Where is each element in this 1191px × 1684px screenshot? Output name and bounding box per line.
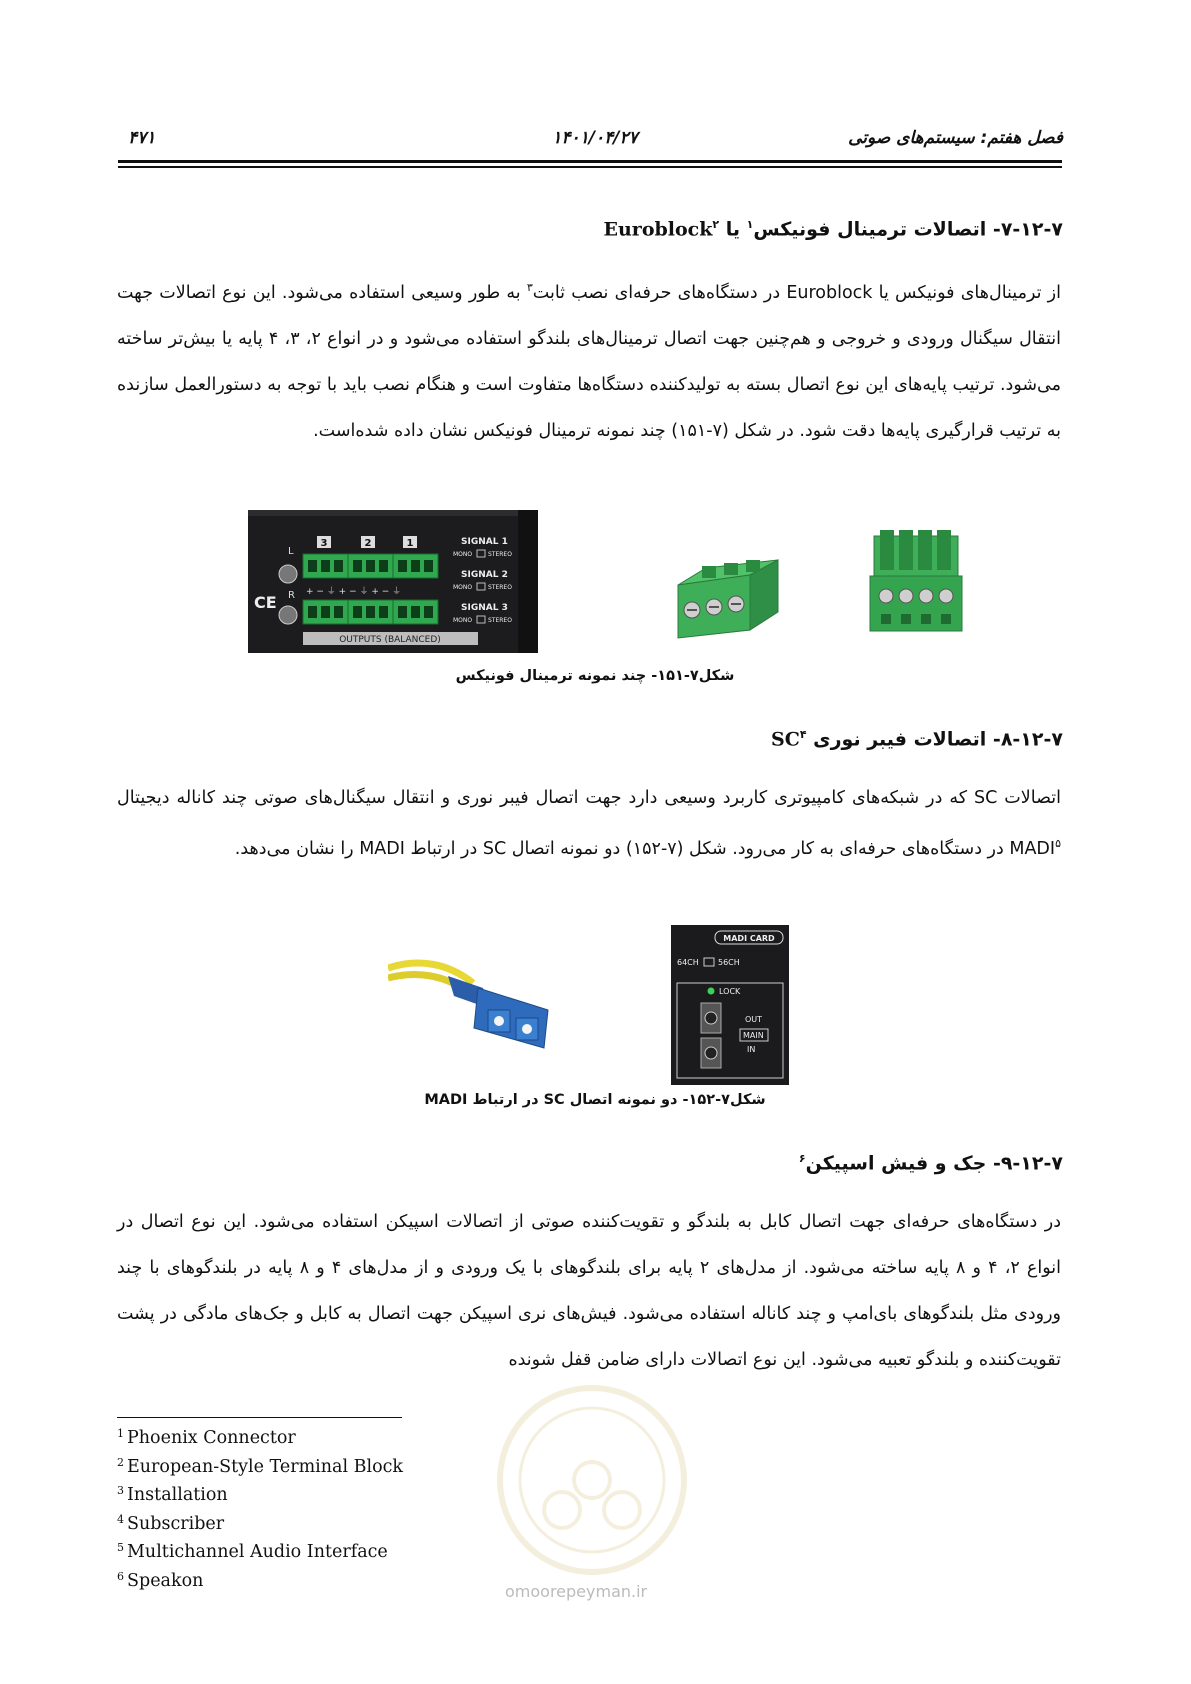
ch56-label: 56CH bbox=[718, 958, 740, 967]
footnote-number: 1 bbox=[117, 1427, 124, 1440]
footnote-ref: ۵ bbox=[1055, 837, 1061, 850]
outputs-label: OUTPUTS (BALANCED) bbox=[339, 635, 441, 645]
stereo-label: STEREO bbox=[488, 551, 512, 558]
section-heading-speakon bbox=[799, 1152, 1063, 1174]
paragraph-phoenix bbox=[117, 265, 1061, 454]
pin-marks: + − ⏚ + − ⏚ + − ⏚ bbox=[306, 587, 402, 597]
sc-connector-photo bbox=[388, 948, 563, 1053]
watermark-seal-icon bbox=[492, 1380, 692, 1580]
terminal-block-4pin-icon bbox=[866, 528, 966, 638]
paragraph-text: در دستگاه‌های حرفه‌ای به کار می‌رود. شکل (۷-۱۵۲) دو نمونه اتصال SC در ارتباط MADI را نشان می‌دهد. bbox=[234, 838, 1010, 859]
footnote-text: Speakon bbox=[127, 1570, 204, 1591]
signal-label: SIGNAL 3 bbox=[461, 603, 508, 613]
phoenix-panel-photo bbox=[248, 510, 538, 653]
ce-mark: CE bbox=[254, 593, 277, 612]
heading-text: ۸-۱۲-۷- اتصالات فیبر نوری bbox=[806, 728, 1063, 751]
stereo-label: STEREO bbox=[488, 617, 512, 624]
page-number: ۴۷۱ bbox=[128, 128, 156, 148]
out-label: OUT bbox=[745, 1015, 763, 1024]
header-rule-thick bbox=[118, 160, 1062, 163]
footnote-text: Phoenix Connector bbox=[127, 1428, 296, 1448]
section-heading-sc bbox=[771, 728, 1063, 750]
footnote-ref: ۳ bbox=[526, 281, 533, 294]
heading-latin: Euroblock bbox=[603, 218, 713, 241]
panel-number: 2 bbox=[364, 538, 372, 549]
watermark-text: omoorepeyman.ir bbox=[505, 1582, 648, 1601]
panel-letter-l: L bbox=[288, 546, 294, 557]
panel-number: 1 bbox=[406, 538, 414, 549]
footnote-ref: ۲ bbox=[712, 218, 720, 231]
lock-label: LOCK bbox=[719, 987, 741, 996]
footnotes bbox=[117, 1422, 403, 1593]
footnote-item bbox=[117, 1565, 403, 1594]
heading-text: ۹-۱۲-۷- جک و فیش اسپیکن bbox=[805, 1152, 1063, 1175]
footnote-item bbox=[117, 1536, 403, 1565]
paragraph-text: از ترمینال‌های فونیکس یا Euroblock در دستگاه‌های حرفه‌ای نصب ثابت bbox=[532, 282, 1061, 303]
footnote-text: Multichannel Audio Interface bbox=[127, 1542, 388, 1562]
terminal-block-3pin-icon bbox=[672, 540, 784, 640]
footnote-item bbox=[117, 1422, 403, 1451]
mono-label: MONO bbox=[453, 617, 473, 624]
figure-caption-151: شکل۷-۱۵۱- چند نمونه ترمینال فونیکس bbox=[455, 668, 735, 684]
signal-label: SIGNAL 2 bbox=[461, 570, 508, 580]
mono-label: MONO bbox=[453, 584, 473, 591]
main-label: MAIN bbox=[743, 1031, 764, 1040]
ch64-label: 64CH bbox=[677, 958, 699, 967]
header-rule-thin bbox=[118, 166, 1062, 168]
footnote-ref: ۴ bbox=[799, 728, 807, 741]
paragraph-text: به طور وسیعی استفاده می‌شود. این نوع اتصالات جهت انتقال سیگنال ورودی و خروجی و هم‌چنین جهت اتصال ترمینال‌های بلندگو استفاده می‌شود و در انواع ۲، ۳، ۴ پایه یا بیش‌تر ساخته می‌شود. ترتیب پایه‌های این نوع اتصال بسته به تولیدکننده دستگاه‌ها متفاوت است و هنگام نصب باید با توجه به دستورالعمل سازنده به ترتیب قرارگیری پایه‌ها دقت شود. در شکل (۷-۱۵۱) چند نمونه ترمینال فونیکس نشان داده شده‌است. bbox=[117, 282, 1062, 441]
footnote-ref: ۱ bbox=[746, 218, 754, 231]
in-label: IN bbox=[747, 1045, 756, 1054]
madi-card-label: MADI CARD bbox=[723, 934, 775, 943]
section-heading-phoenix bbox=[604, 218, 1063, 240]
heading-text: ۷-۱۲-۷- اتصالات ترمینال فونیکس bbox=[753, 218, 1063, 241]
footnote-text: European-Style Terminal Block bbox=[127, 1456, 404, 1477]
footnote-item bbox=[117, 1479, 403, 1508]
panel-number: 3 bbox=[320, 538, 328, 549]
chapter-title: فصل هفتم: سیستم‌های صوتی bbox=[848, 128, 1063, 148]
footnote-ref: ۶ bbox=[798, 1152, 806, 1165]
footnote-number: 2 bbox=[117, 1455, 124, 1469]
header-date: ۱۴۰۱/۰۴/۲۷ bbox=[552, 128, 638, 148]
footnote-number: 6 bbox=[117, 1569, 124, 1583]
paragraph-speakon bbox=[117, 1199, 1061, 1383]
footnote-text: Installation bbox=[127, 1485, 228, 1505]
heading-text: یا bbox=[719, 218, 747, 241]
paragraph-sc bbox=[117, 775, 1061, 872]
footnote-text: Subscriber bbox=[127, 1513, 225, 1534]
footnote-number: 3 bbox=[117, 1484, 124, 1497]
paragraph-text: اتصالات SC که در شبکه‌های کامپیوتری کاربرد وسیعی دارد جهت اتصال فیبر نوری و انتقال سیگنال‌های صوتی چند کاناله دیجیتال MADI bbox=[117, 788, 1061, 859]
footnote-number: 5 bbox=[117, 1541, 124, 1554]
mono-label: MONO bbox=[453, 551, 473, 558]
footnote-item bbox=[117, 1451, 403, 1480]
heading-latin: SC bbox=[771, 728, 800, 751]
stereo-label: STEREO bbox=[488, 584, 512, 591]
figure-caption-152: شکل۷-۱۵۲- دو نمونه اتصال SC در ارتباط MADI bbox=[424, 1092, 766, 1108]
footnote-number: 4 bbox=[117, 1512, 124, 1526]
madi-card-photo bbox=[671, 925, 789, 1085]
footnote-item bbox=[117, 1508, 403, 1537]
footnote-rule bbox=[117, 1417, 402, 1418]
signal-label: SIGNAL 1 bbox=[461, 537, 508, 547]
panel-letter-r: R bbox=[288, 590, 295, 601]
paragraph-text: در دستگاه‌های حرفه‌ای جهت اتصال کابل به بلندگو و تقویت‌کننده صوتی از اتصالات اسپیکن استفاده می‌شود. این نوع اتصال در انواع ۲، ۴ و ۸ پایه ساخته می‌شود. از مدل‌های ۲ پایه برای بلندگوهای با یک ورودی و از مدل‌های ۴ و ۸ پایه در بلندگوهای با چند ورودی مثل بلندگوهای بای‌امپ و چند کاناله استفاده می‌شود. فیش‌های نری اسپیکن جهت اتصال به کابل و جک‌های مادگی در پشت تقویت‌کننده و بلندگو تعبیه می‌شود. این نوع اتصالات دارای ضامن قفل شونده bbox=[117, 1212, 1061, 1370]
